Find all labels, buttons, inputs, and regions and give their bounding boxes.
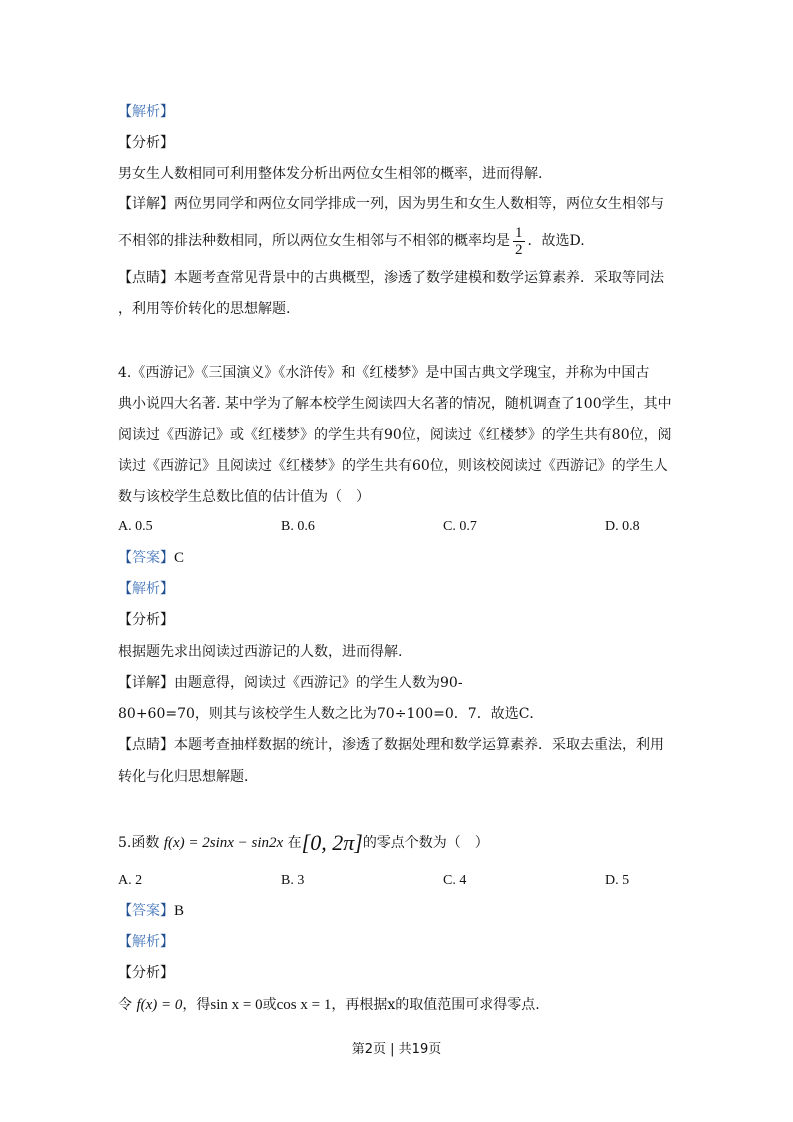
label-text: 解析 <box>132 104 160 120</box>
fenxi-text: 男女生人数相同可利用整体发分析出两位女生相邻的概率，进而得解. <box>118 166 543 182</box>
text: 在 <box>287 835 302 851</box>
text: 由题意得，阅读过《西游记》的学生人数为90- <box>174 675 463 691</box>
dianjing-line: 【点睛】本题考查常见背景中的古典概型，渗透了数学建模和数学运算素养．采取等同法 <box>118 270 664 286</box>
xiangjie-line: 【详解】两位男同学和两位女同学排成一列，因为男生和女生人数相等，两位女生相邻与 <box>118 196 664 212</box>
dianjing-line: ，利用等价转化的思想解题. <box>118 301 291 317</box>
text: 不相邻的排法种数相同，所以两位女生相邻与不相邻的概率均是 <box>118 233 510 249</box>
q4-option-a: A. 0.5 <box>118 519 153 534</box>
fenxi-label: 【分析】 <box>118 965 174 981</box>
numerator: 1 <box>515 224 523 241</box>
answer-value: C <box>174 550 185 566</box>
label-text: 解析 <box>132 934 160 950</box>
jiexi-label: 【解析】 <box>118 581 174 597</box>
q4-stem-line: 数与该校学生总数比值的估计值为（ ） <box>118 489 370 505</box>
text: ，再根据x的取值范围可求得零点. <box>331 997 540 1013</box>
fenxi-text <box>118 995 540 1015</box>
dianjing-line: 转化与化归思想解题． <box>118 769 258 785</box>
jiexi-label: 【解析】 <box>118 934 174 950</box>
q5-option-d: D. 5 <box>605 873 630 888</box>
answer-line: 【答案】B <box>118 903 185 919</box>
label-text: 分析 <box>132 612 160 628</box>
label-text: 解析 <box>132 581 160 597</box>
q5-option-c: C. 4 <box>443 873 467 888</box>
q5-option-a: A. 2 <box>118 873 143 888</box>
answer-value: B <box>174 903 185 919</box>
page-footer: 第2页 | 共19页 <box>351 1042 442 1057</box>
label-text: 详解 <box>132 675 160 691</box>
q4-option-b: B. 0.6 <box>281 519 315 534</box>
q5-option-b: B. 3 <box>281 873 305 888</box>
label-text: 答案 <box>132 550 160 566</box>
denominator: 2 <box>515 241 523 258</box>
fenxi-label: 【分析】 <box>118 612 174 628</box>
text: 的零点个数为（ ） <box>362 835 489 851</box>
label-text: 分析 <box>132 965 160 981</box>
q4-stem-line: 4.《西游记》《三国演义》《水浒传》和《红楼梦》是中国古典文学瑰宝，并称为中国古 <box>118 365 650 381</box>
fenxi-label: 【分析】 <box>118 135 174 151</box>
label-text: 答案 <box>132 903 160 919</box>
text: 本题考查抽样数据的统计，渗透了数据处理和数学运算素养．采取去重法，利用 <box>174 737 664 753</box>
label-text: 点睛 <box>132 270 160 286</box>
text: 或 <box>262 997 277 1013</box>
text: ．故选D. <box>527 233 585 249</box>
xiangjie-line: 【详解】由题意得，阅读过《西游记》的学生人数为90- <box>118 675 463 691</box>
text: 本题考查常见背景中的古典概型，渗透了数学建模和数学运算素养．采取等同法 <box>174 270 664 286</box>
xiangjie-line: 80+60=70，则其与该校学生人数之比为70÷100=0．7．故选C． <box>118 706 544 722</box>
q4-stem-line: 读过《西游记》且阅读过《红楼梦》的学生共有60位，则该校阅读过《西游记》的学生人 <box>118 458 668 474</box>
formula: sin x = 0 <box>210 997 263 1013</box>
label-text: 详解 <box>132 196 160 212</box>
q5-stem <box>118 830 489 855</box>
q4-option-c: C. 0.7 <box>443 519 477 534</box>
fenxi-text: 根据题先求出阅读过西游记的人数，进而得解. <box>118 644 403 660</box>
label-text: 分析 <box>132 135 160 151</box>
interval: [0, 2π] <box>301 830 363 855</box>
dianjing-line: 【点睛】本题考查抽样数据的统计，渗透了数据处理和数学运算素养．采取去重法，利用 <box>118 737 664 753</box>
fraction <box>513 225 525 258</box>
q4-stem-line: 典小说四大名著. 某中学为了解本校学生阅读四大名著的情况，随机调查了100学生，其中 <box>118 396 672 412</box>
text: 5.函数 <box>118 835 160 851</box>
jiexi-label: 【解析】 <box>118 104 174 120</box>
answer-line: 【答案】C <box>118 550 185 566</box>
formula: cos x = 1 <box>276 997 332 1013</box>
text: 两位男同学和两位女同学排成一列，因为男生和女生人数相等，两位女生相邻与 <box>174 196 664 212</box>
formula: f(x) = 2sinx − sin2x <box>163 835 284 851</box>
xiangjie-line <box>118 224 585 258</box>
formula: f(x) = 0 <box>136 997 183 1013</box>
q4-stem-line: 阅读过《西游记》或《红楼梦》的学生共有90位，阅读过《红楼梦》的学生共有80位，阅 <box>118 427 672 443</box>
label-text: 点睛 <box>132 737 160 753</box>
text: 令 <box>118 997 132 1013</box>
text: ，得 <box>182 997 211 1013</box>
q4-option-d: D. 0.8 <box>605 519 640 534</box>
